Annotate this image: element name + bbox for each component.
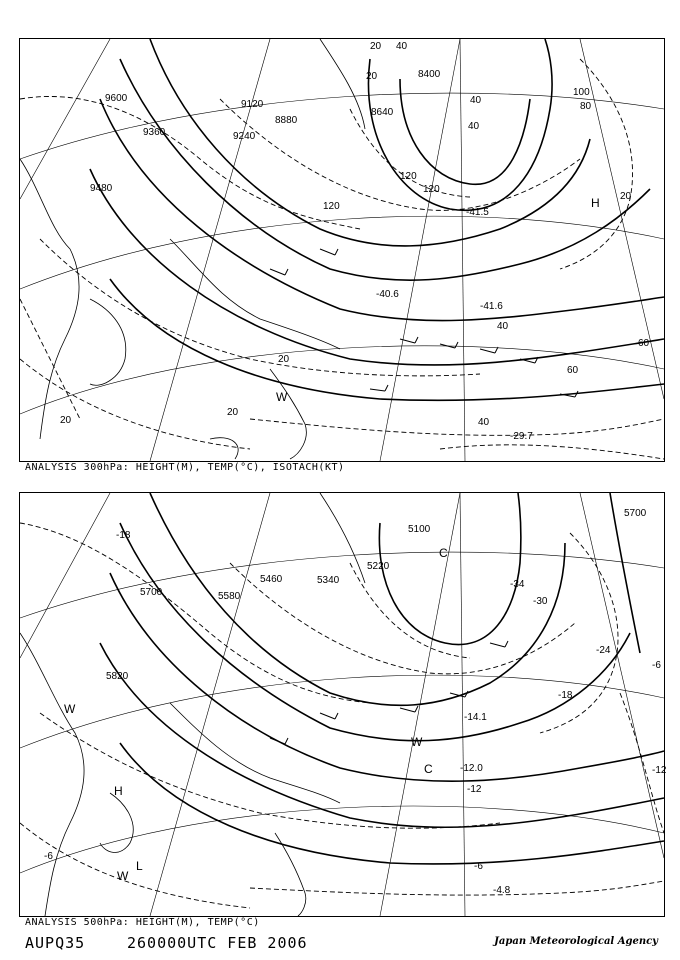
isotach-label: 40 <box>396 41 408 52</box>
isotach-label: 120 <box>423 184 440 195</box>
isotach-contours <box>20 59 664 459</box>
isotach-label: 20 <box>278 354 290 365</box>
height-label: 5700 <box>624 508 647 519</box>
pressure-symbol: H <box>591 196 600 210</box>
isotach-label: 20 <box>227 407 239 418</box>
isotherm-label: -18 <box>116 530 131 541</box>
height-label: 5460 <box>260 574 283 585</box>
isotach-label: 20 <box>620 191 632 202</box>
isotach-label: 20 <box>370 41 382 52</box>
height-label: 8400 <box>418 69 441 80</box>
panel-caption-500hpa: ANALYSIS 500hPa: HEIGHT(M), TEMP(°C) <box>25 917 260 928</box>
isotach-label: 40 <box>470 95 482 106</box>
isotherm-label: -30 <box>533 596 548 607</box>
isotherm-label: -12 <box>652 765 667 776</box>
temperature-label: -41.5 <box>466 207 489 218</box>
map-panel-300hpa <box>19 38 665 462</box>
height-label: 5340 <box>317 575 340 586</box>
station-value: -14.1 <box>464 712 487 723</box>
isotach-label: 60 <box>567 365 579 376</box>
isotach-label: 40 <box>468 121 480 132</box>
height-label: 9120 <box>241 99 264 110</box>
wind-barbs <box>270 641 508 744</box>
height-label: 9600 <box>105 93 128 104</box>
isotherm-label: -12 <box>467 784 482 795</box>
wind-barbs <box>270 249 578 397</box>
height-label: 5700 <box>140 587 163 598</box>
station-value: -12.0 <box>460 763 483 774</box>
map-panel-500hpa <box>19 492 665 917</box>
temperature-label: -40.6 <box>376 289 399 300</box>
pressure-symbol: L <box>136 859 143 873</box>
height-label: 5220 <box>367 561 390 572</box>
map-300hpa-svg <box>20 39 664 461</box>
pressure-symbol: C <box>439 546 448 560</box>
isotach-label: 120 <box>400 171 417 182</box>
agency-credit: Japan Meteorological Agency <box>494 936 658 947</box>
isotach-label: 120 <box>323 201 340 212</box>
height-label: 8880 <box>275 115 298 126</box>
height-label: 9360 <box>143 127 166 138</box>
height-contours <box>100 493 664 864</box>
height-label: 9240 <box>233 131 256 142</box>
isotach-label: 40 <box>497 321 509 332</box>
isotherm-label: -6 <box>474 861 483 872</box>
pressure-symbol: H <box>114 784 123 798</box>
isotherm-label: -34 <box>510 579 525 590</box>
pressure-symbol: W <box>117 869 129 883</box>
temperature-label: -41.6 <box>480 301 503 312</box>
valid-time: 260000UTC FEB 2006 <box>127 934 308 952</box>
isotherm-label: -6 <box>652 660 661 671</box>
height-label: 8640 <box>371 107 394 118</box>
pressure-symbol: W <box>276 390 288 404</box>
height-label: 5580 <box>218 591 241 602</box>
height-label: 9480 <box>90 183 113 194</box>
isotach-label: 20 <box>60 415 72 426</box>
pressure-symbol: C <box>424 762 433 776</box>
pressure-symbol: W <box>411 735 423 749</box>
map-500hpa-svg <box>20 493 667 916</box>
isotherm-label: -24 <box>596 645 611 656</box>
panel-caption-300hpa: ANALYSIS 300hPa: HEIGHT(M), TEMP(°C), ISOTACH(KT) <box>25 462 345 473</box>
isotherm-label: -18 <box>558 690 573 701</box>
height-label: 5820 <box>106 671 129 682</box>
isotherm-label: -6 <box>44 851 53 862</box>
pressure-symbol: W <box>64 702 76 716</box>
product-code: AUPQ35 <box>25 934 86 952</box>
isotach-label: 60 <box>638 338 650 349</box>
station-value: -4.8 <box>493 885 511 896</box>
isotach-label: 80 <box>580 101 592 112</box>
height-label: 5100 <box>408 524 431 535</box>
temperature-label: -29.7 <box>510 431 533 442</box>
isotach-label: 20 <box>366 71 378 82</box>
isotach-label: 40 <box>478 417 490 428</box>
coastlines <box>20 39 365 459</box>
isotach-label: 100 <box>573 87 590 98</box>
